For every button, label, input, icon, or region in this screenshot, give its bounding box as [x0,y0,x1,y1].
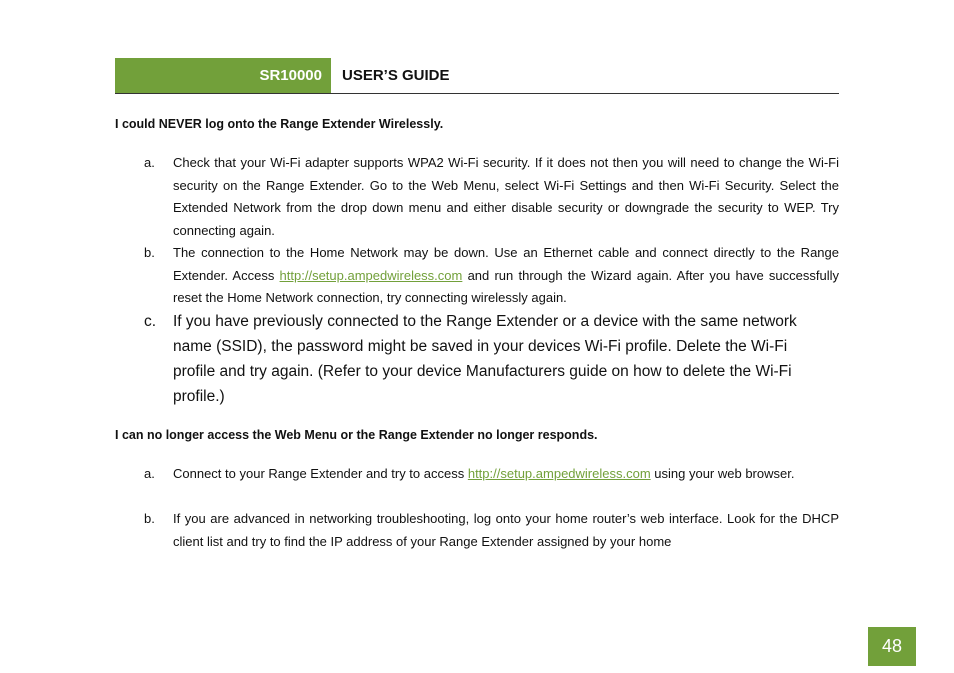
item-text-after: and run through the Wizard again. After you have successfully reset the Home Network connection, try connecting wirelessly again. [173,267,839,305]
item-text: Check that your Wi-Fi adapter supports WPA2 Wi-Fi security. If it does not then you will need to change the Wi-Fi security on the Range Extender. Go to the Web Menu, select Wi-Fi Settings and then Wi-Fi Security. Select the Extended Network from the drop down menu and either disable security or downgrade the security to WEP. Try connecting again. [173,155,839,238]
item-text-before: The connection to the Home Network may be down. Use an Ethernet cable and connect directly to the Range Extender. Access [173,245,839,283]
item-text-before: Connect to your Range Extender and try to access [173,466,468,481]
item-marker: b. [144,511,155,526]
header-model: SR10000 [259,67,322,84]
item-text [173,242,839,310]
item-text: If you are advanced in networking troubleshooting, log onto your home router’s web interface. Look for the DHCP client list and try to find the IP address of your Range Extender assigned by your home [173,511,839,549]
section1-item-c [144,309,839,409]
item-text: If you have previously connected to the Range Extender or a device with the same network name (SSID), the password might be saved in your devices Wi-Fi profile. Delete the Wi-Fi profile and try again. (Refer to your device Manufacturers guide on how to delete the Wi-Fi profile.) [173,313,797,405]
section1-heading: I could NEVER log onto the Range Extender Wirelessly. [115,117,444,131]
page-number: 48 [868,627,916,666]
item-marker: c. [144,313,157,330]
section2-item-b [144,508,839,553]
item-marker: a. [144,466,155,481]
item-marker: a. [144,155,155,170]
item-text [173,463,839,486]
header-divider [115,93,839,94]
header-title: USER’S GUIDE [342,67,450,84]
section2-item-a [144,463,839,486]
setup-link[interactable]: http://setup.ampedwireless.com [467,466,651,481]
setup-link[interactable]: http://setup.ampedwireless.com [279,267,463,283]
header-model-badge [115,58,331,93]
section1-item-a [144,152,839,242]
section2-heading: I can no longer access the Web Menu or the Range Extender no longer responds. [115,428,598,442]
item-marker: b. [144,245,155,260]
item-text-after: using your web browser. [650,466,795,481]
section1-item-b [144,242,839,310]
